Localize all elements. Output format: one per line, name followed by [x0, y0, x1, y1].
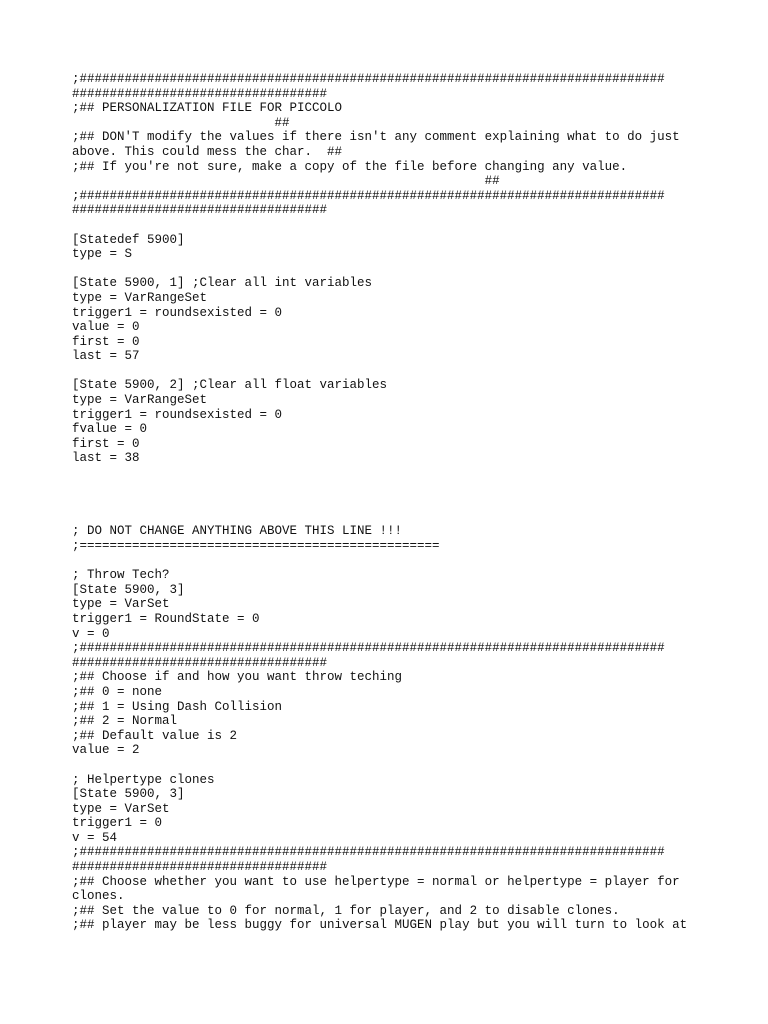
text-line: type = VarSet	[72, 597, 170, 612]
blank-line	[72, 495, 712, 510]
text-line: type = VarRangeSet	[72, 393, 208, 408]
text-line: ; DO NOT CHANGE ANYTHING ABOVE THIS LINE !!!	[72, 524, 403, 539]
text-line: v = 54	[72, 830, 118, 845]
blank-line	[72, 481, 712, 496]
text-line: [State 5900, 1] ;Clear all int variables	[72, 276, 373, 291]
text-line: ##################################	[72, 655, 328, 670]
blank-line	[72, 510, 712, 525]
text-line: ##################################	[72, 203, 328, 218]
text-line: first = 0	[72, 436, 140, 451]
blank-line	[72, 218, 712, 233]
text-line: [State 5900, 3]	[72, 582, 185, 597]
text-line: trigger1 = RoundState = 0	[72, 611, 260, 626]
document-page	[72, 72, 712, 933]
text-line: ;## DON'T modify the values if there isn't any comment explaining what to do just	[72, 130, 680, 145]
text-line: type = VarRangeSet	[72, 290, 208, 305]
text-line: ;## 0 = none	[72, 684, 163, 699]
text-line: ;##############################################################################	[72, 72, 665, 86]
text-line: ;## Choose whether you want to use helpertype = normal or helpertype = player for	[72, 874, 680, 889]
text-line: above. This could mess the char. ##	[72, 144, 343, 159]
text-line: trigger1 = roundsexisted = 0	[72, 305, 283, 320]
text-line: ;##############################################################################	[72, 641, 665, 656]
text-line: [State 5900, 2] ;Clear all float variables	[72, 378, 388, 393]
blank-line	[72, 466, 712, 481]
text-line: type = VarSet	[72, 801, 170, 816]
text-line: ;## 2 = Normal	[72, 714, 178, 729]
text-line: v = 0	[72, 626, 110, 641]
text-line: [State 5900, 3]	[72, 787, 185, 802]
text-line: trigger1 = 0	[72, 816, 163, 831]
text-line: ##################################	[72, 860, 328, 875]
text-line: value = 0	[72, 320, 140, 335]
text-line: ;## Default value is 2	[72, 728, 238, 743]
blank-line	[72, 262, 712, 277]
text-line: clones.	[72, 889, 125, 904]
blank-line	[72, 364, 712, 379]
text-line: last = 57	[72, 349, 140, 364]
text-line: [Statedef 5900]	[72, 232, 185, 247]
text-line: ;## Set the value to 0 for normal, 1 for player, and 2 to disable clones.	[72, 903, 620, 918]
text-line: type = S	[72, 247, 133, 262]
blank-line	[72, 758, 712, 773]
text-line: ;## If you're not sure, make a copy of the file before changing any value.	[72, 159, 628, 174]
blank-line	[72, 554, 712, 569]
text-line: ;##############################################################################	[72, 845, 665, 860]
text-line: last = 38	[72, 451, 140, 466]
text-line: value = 2	[72, 743, 140, 758]
text-line: ##	[72, 174, 500, 189]
text-line: ;## PERSONALIZATION FILE FOR PICCOLO	[72, 101, 343, 116]
text-line: ;## 1 = Using Dash Collision	[72, 699, 283, 714]
text-line: ##################################	[72, 86, 328, 101]
text-line: first = 0	[72, 334, 140, 349]
text-line: ; Throw Tech?	[72, 568, 170, 583]
text-line: fvalue = 0	[72, 422, 148, 437]
text-line: trigger1 = roundsexisted = 0	[72, 407, 283, 422]
text-line: ;================================================	[72, 539, 440, 553]
text-line: ;##############################################################################	[72, 188, 665, 203]
text-line: ; Helpertype clones	[72, 772, 215, 787]
text-line: ;## player may be less buggy for universal MUGEN play but you will turn to look at	[72, 918, 688, 933]
text-line: ;## Choose if and how you want throw teching	[72, 670, 403, 685]
text-line: ##	[72, 115, 290, 130]
